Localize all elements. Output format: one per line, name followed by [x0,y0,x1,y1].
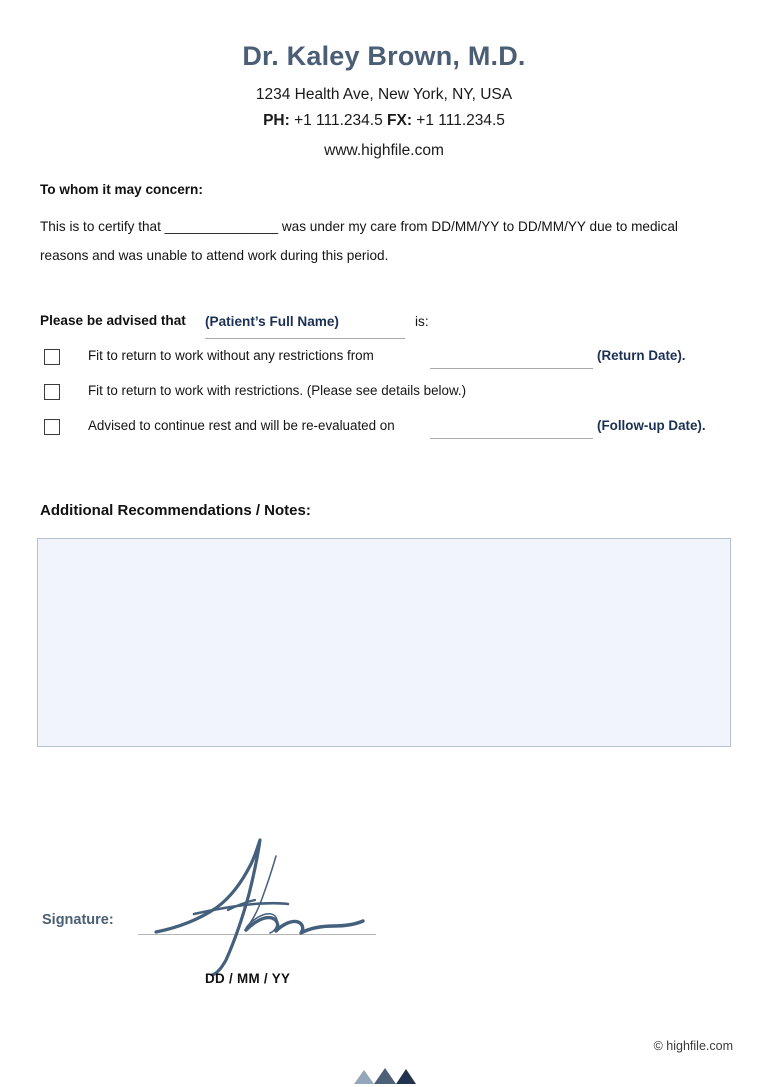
contact-line [0,108,768,133]
return-date-tag: (Return Date). [597,348,686,363]
phone-value: +1 111.234.5 [289,111,388,129]
option-row-continue-rest [40,419,730,441]
notes-heading: Additional Recommendations / Notes: [40,502,311,519]
advisory-is-label: is: [415,314,429,329]
patient-name-input[interactable] [205,313,405,339]
fax-value: +1 111.234.5 [411,111,505,129]
advisory-lead-label: Please be advised that [40,313,186,328]
checkbox-fit-no-restrictions[interactable] [44,349,60,365]
signature-label: Signature: [42,912,114,928]
doctor-name-title: Dr. Kaley Brown, M.D. [242,41,526,71]
option-label-fit-no-restrictions: Fit to return to work without any restrictions from [88,348,374,363]
followup-date-tag: (Follow-up Date). [597,418,706,433]
signature-date: DD / MM / YY [205,971,291,986]
advisory-header-row [40,313,730,337]
triangle-mountains-decoration-icon [354,1063,416,1087]
clinic-address: 1234 Health Ave, New York, NY, USA [255,86,513,104]
option-label-continue-rest: Advised to continue rest and will be re-evaluated on [88,418,395,433]
fax-label: FX: [387,111,412,129]
option-row-fit-no-restrictions [40,349,730,371]
checkbox-fit-with-restrictions[interactable] [44,384,60,400]
signature-line [138,934,376,935]
website-link[interactable]: www.highfile.com [324,141,444,159]
phone-label: PH: [263,111,290,129]
patient-name-placeholder-label: (Patient’s Full Name) [205,314,339,329]
notes-textarea[interactable] [37,538,731,747]
letterhead [0,40,768,160]
followup-date-input[interactable] [430,438,593,439]
return-date-input[interactable] [430,368,593,369]
option-label-fit-with-restrictions: Fit to return to work with restrictions. (Please see details below.) [88,383,467,398]
copyright-notice: © highfile.com [653,1039,733,1053]
handwritten-signature-icon [150,836,390,976]
checkbox-continue-rest[interactable] [44,419,60,435]
certification-statement: This is to certify that _______________ was under my care from DD/MM/YY to DD/MM/YY due to medical reasons and was unable to attend work during this period. [40,219,678,264]
option-row-fit-with-restrictions [40,384,730,406]
salutation: To whom it may concern: [40,182,203,197]
